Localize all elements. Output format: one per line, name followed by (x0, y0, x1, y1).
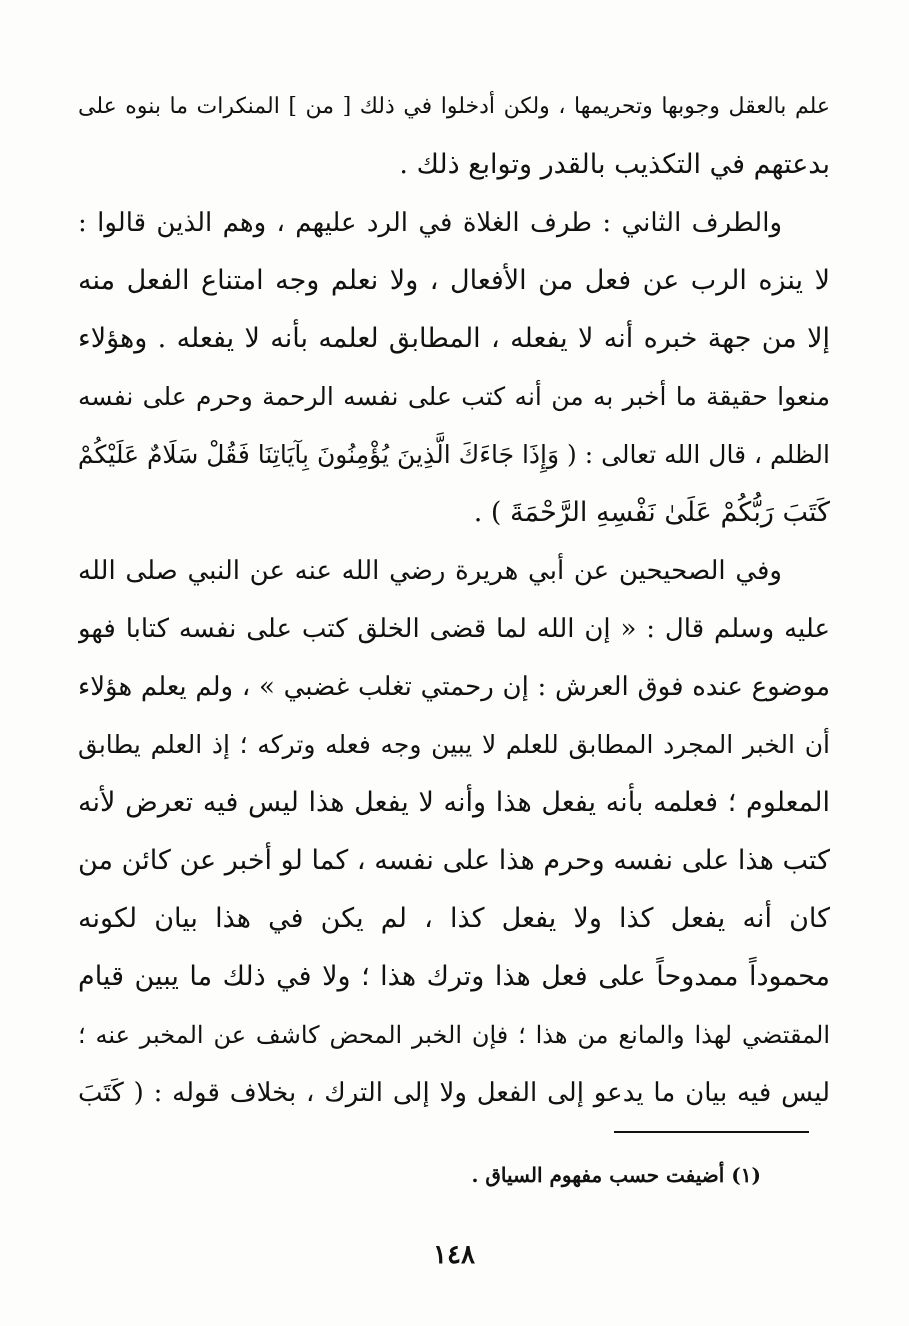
text-line: أن الخبر المجرد المطابق للعلم لا يبين وجه فعله وتركه ؛ إذ العلم يطابق (78, 730, 830, 759)
text-line: لا ينزه الرب عن فعل من الأفعال ، ولا نعلم وجه امتناع الفعل منه (78, 265, 830, 296)
text-line: علم بالعقل وجوبها وتحريمها ، ولكن أدخلوا في ذلك [ من ] المنكرات ما بنوه على (78, 94, 830, 119)
text-line: موضوع عنده فوق العرش : إن رحمتي تغلب غضبي » ، ولم يعلم هؤلاء (78, 672, 830, 702)
quran-verse-line: كَتَبَ رَبُّكُمْ عَلَىٰ نَفْسِهِ الرَّحْمَةَ ) . (473, 497, 830, 528)
text-line: المقتضي لهذا والمانع من هذا ؛ فإن الخبر المحض كاشف عن المخبر عنه ؛ (78, 1021, 830, 1049)
text-line: إلا من جهة خبره أنه لا يفعله ، المطابق لعلمه بأنه لا يفعله . وهؤلاء (78, 323, 830, 354)
page-number: ١٤٨ (433, 1240, 475, 1270)
text-line: كتب هذا على نفسه وحرم هذا على نفسه ، كما لو أخبر عن كائن من (78, 845, 830, 876)
footnote-divider (614, 1131, 809, 1133)
text-line: والطرف الثاني : طرف الغلاة في الرد عليهم ، وهم الذين قالوا : (78, 208, 782, 238)
main-text-block (78, 78, 830, 1122)
text-line: ليس فيه بيان ما يدعو إلى الفعل ولا إلى الترك ، بخلاف قوله : ( كَتَبَ (78, 1078, 830, 1108)
text-line: محموداً ممدوحاً على فعل هذا وترك هذا ؛ ولا في ذلك ما يبين قيام (78, 961, 830, 992)
text-line: كان أنه يفعل كذا ولا يفعل كذا ، لم يكن في هذا بيان لكونه (78, 903, 830, 934)
text-line: وفي الصحيحين عن أبي هريرة رضي الله عنه عن النبي صلى الله (78, 556, 782, 586)
text-line: بدعتهم في التكذيب بالقدر وتوابع ذلك . (399, 149, 830, 180)
text-line: المعلوم ؛ فعلمه بأنه يفعل هذا وأنه لا يفعل هذا ليس فيه تعرض لأنه (78, 787, 830, 818)
text-line: عليه وسلم قال : « إن الله لما قضى الخلق كتب على نفسه كتابا فهو (78, 614, 830, 644)
text-line: منعوا حقيقة ما أخبر به من أنه كتب على نفسه الرحمة وحرم على نفسه (78, 382, 830, 411)
quran-verse-line: الظلم ، قال الله تعالى : ( وَإِذَا جَاءَكَ الَّذِينَ يُؤْمِنُونَ بِآيَاتِنَا فَقُلْ سَلَامٌ عَلَيْكُمْ (78, 440, 830, 469)
footnote: (١) أضيفت حسب مفهوم السياق . (471, 1163, 761, 1187)
